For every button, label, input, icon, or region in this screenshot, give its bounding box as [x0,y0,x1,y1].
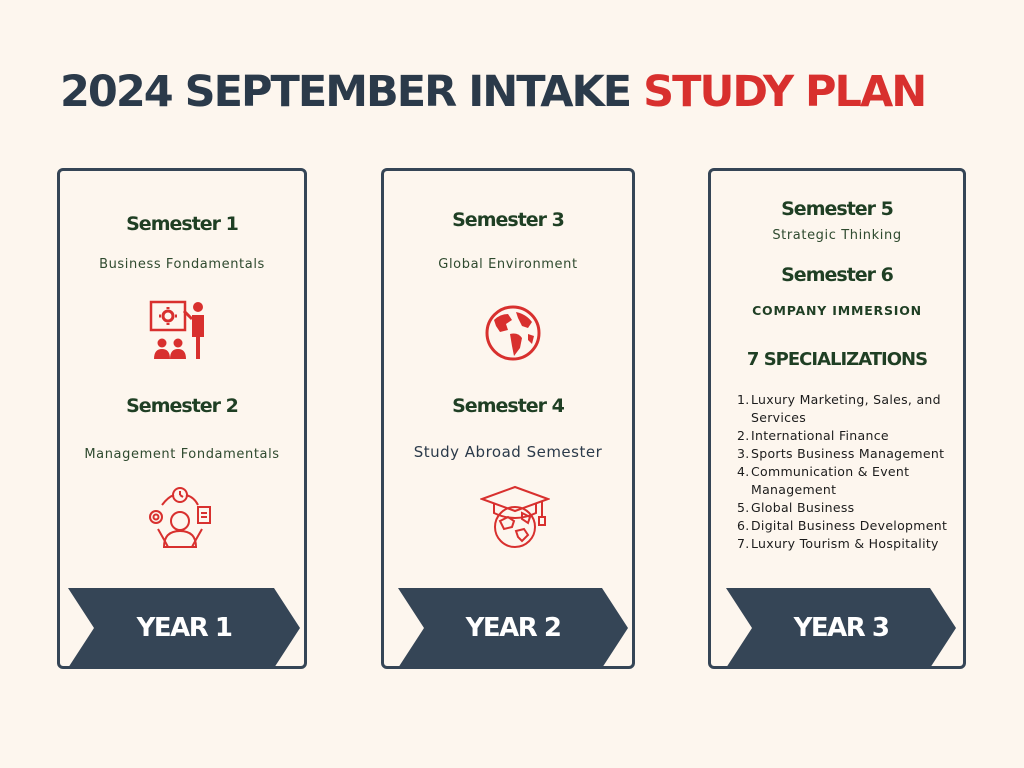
year-3-banner [726,588,956,668]
semester-2-title: Semester 2 [126,395,238,417]
semester-6-subtitle: COMPANY IMMERSION [752,303,922,318]
list-item-number: 2. [737,428,750,443]
title-main: 2024 SEPTEMBER INTAKE [60,67,644,117]
specializations-list [737,391,969,553]
semester-2-subtitle: Management Fondamentals [84,447,280,462]
year-2-banner [398,588,628,668]
list-item-text: Digital Business Development [751,518,948,533]
list-item-number: 1. [737,392,750,407]
list-item-number: 7. [737,536,750,551]
list-item-text: Global Business [751,500,855,515]
semester-1-title: Semester 1 [126,213,238,235]
year-1-banner [68,588,300,668]
list-item-text: Luxury Tourism & Hospitality [751,536,939,551]
year-1-label: YEAR 1 [136,613,232,643]
list-item-text: Communication & Event Management [751,464,910,497]
graduation-globe-icon [480,483,550,551]
list-item [737,499,969,517]
semester-5-title: Semester 5 [781,198,893,220]
list-item-number: 4. [737,464,750,479]
year-3-label: YEAR 3 [793,613,889,643]
list-item-number: 6. [737,518,750,533]
list-item [737,427,969,445]
page-title [60,64,925,120]
list-item [737,445,969,463]
list-item-number: 5. [737,500,750,515]
semester-4-title: Semester 4 [452,395,564,417]
globe-icon [484,304,542,362]
title-highlight: STUDY PLAN [643,67,926,117]
semester-6-title: Semester 6 [781,264,893,286]
semester-3-title: Semester 3 [452,209,564,231]
semester-1-subtitle: Business Fondamentals [99,257,265,272]
semester-4-subtitle: Study Abroad Semester [413,443,603,461]
year-2-label: YEAR 2 [465,613,561,643]
list-item-text: International Finance [751,428,889,443]
list-item-number: 3. [737,446,750,461]
specializations-title: 7 SPECIALIZATIONS [746,349,928,370]
list-item-text: Sports Business Management [751,446,945,461]
semester-3-subtitle: Global Environment [438,257,578,272]
manager-icon [146,485,214,551]
presentation-icon [148,299,212,363]
semester-5-subtitle: Strategic Thinking [772,228,902,243]
list-item [737,391,969,427]
list-item [737,535,969,553]
list-item [737,517,969,535]
list-item [737,463,969,499]
list-item-text: Luxury Marketing, Sales, and Services [751,392,941,425]
